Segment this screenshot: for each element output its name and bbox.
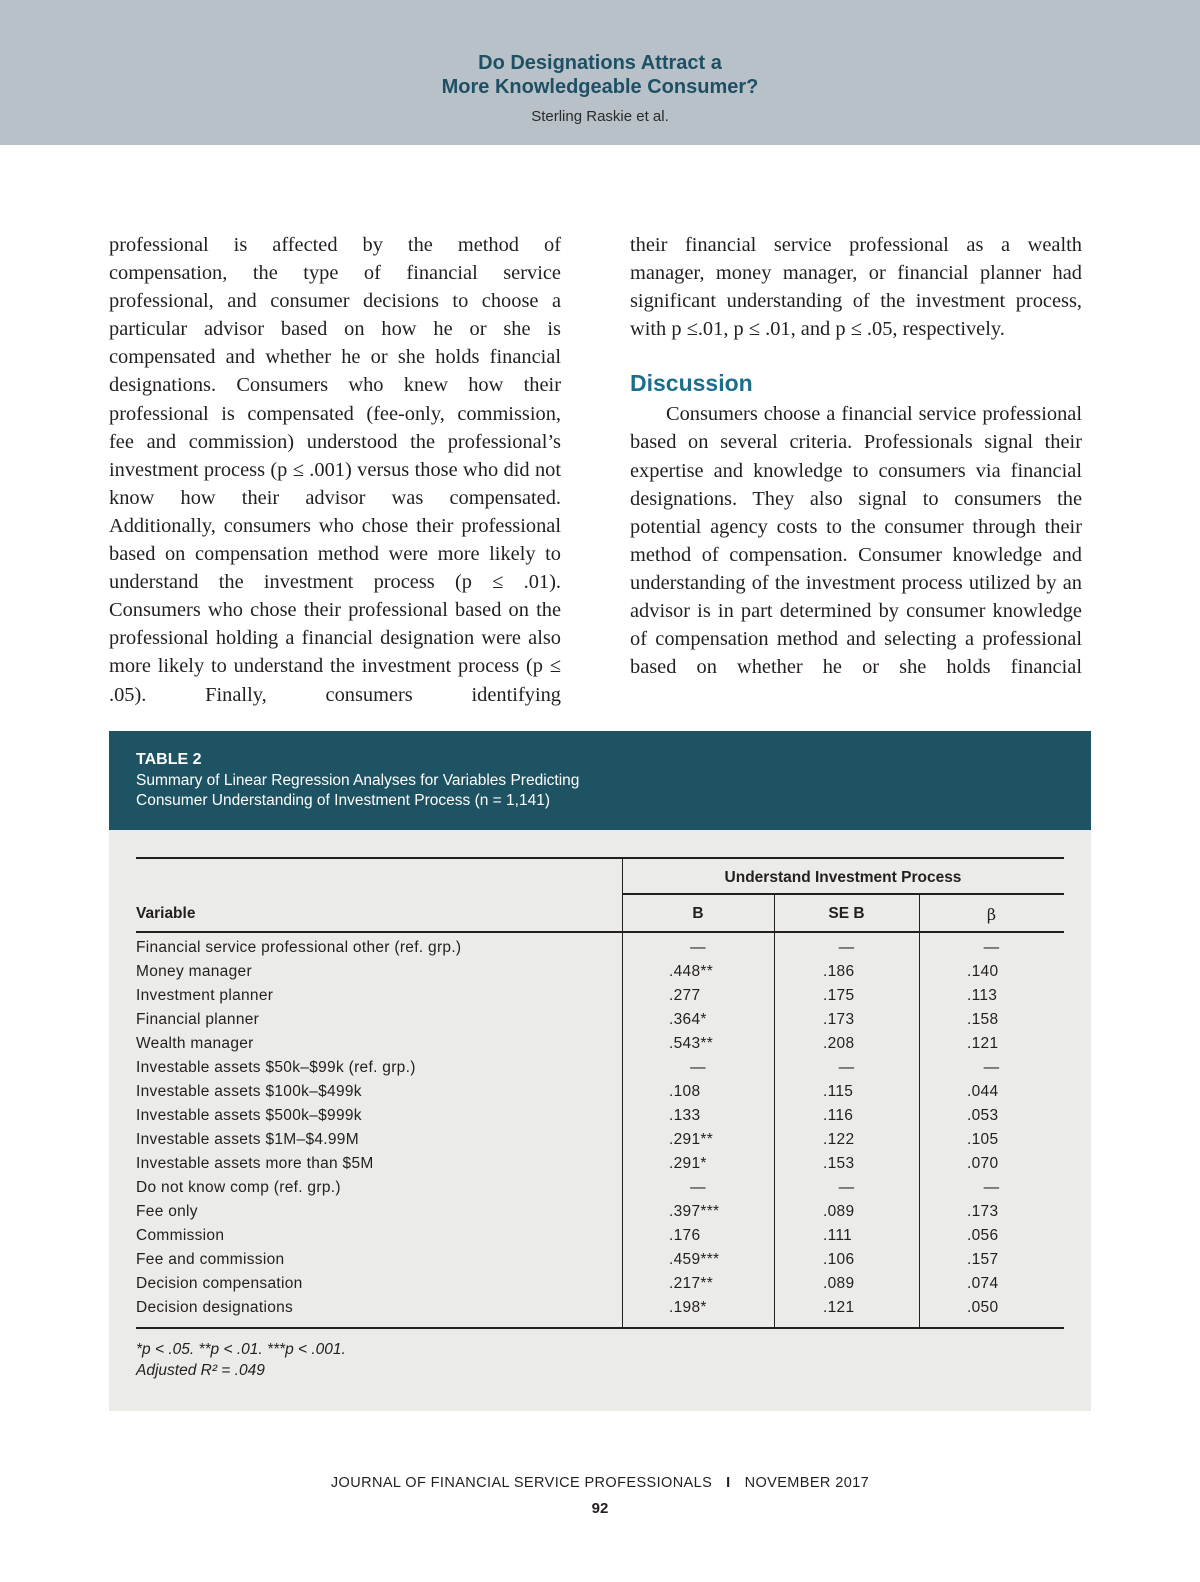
journal-name: JOURNAL OF FINANCIAL SERVICE PROFESSIONALS [330,1475,713,1491]
table-row [136,1227,1064,1251]
body-column-left [109,231,561,709]
cell-variable: Investable assets $500k–$999k [136,1107,362,1124]
cell-variable: Investable assets $1M–$4.99M [136,1131,359,1148]
cell-b: .277 [669,987,701,1004]
table-row [136,1299,1064,1323]
table-footnote [136,1339,346,1381]
section-heading-discussion: Discussion [630,370,753,397]
cell-b: .108 [669,1083,701,1100]
running-header [0,0,1200,145]
cell-se-b: — [838,939,855,956]
cell-b: — [690,1059,706,1076]
cell-variable: Fee only [136,1203,198,1220]
cell-variable: Fee and commission [136,1251,285,1268]
cell-variable: Money manager [136,963,252,980]
cell-se-b: .175 [823,987,855,1004]
cell-beta: .121 [967,1035,999,1052]
cell-beta: .140 [967,963,999,980]
cell-se-b: .089 [823,1275,855,1292]
table-row [136,1131,1064,1155]
adjusted-r2-note: Adjusted R² = .049 [136,1362,265,1379]
column-header-beta: β [986,905,997,924]
cell-b: .291* [669,1155,707,1172]
cell-se-b: .208 [823,1035,855,1052]
group-header-rule [622,893,1064,895]
cell-variable: Wealth manager [136,1035,254,1052]
cell-b: .543** [669,1035,714,1052]
cell-beta: .053 [967,1107,999,1124]
table-caption [136,771,836,811]
cell-beta: — [983,1059,1000,1076]
table-row [136,1155,1064,1179]
cell-se-b: .186 [823,963,855,980]
cell-se-b: .115 [823,1083,854,1100]
significance-note: *p < .05. **p < .01. ***p < .001. [136,1341,346,1358]
cell-variable: Investment planner [136,987,274,1004]
cell-se-b: .111 [823,1227,853,1244]
article-title [0,51,1200,99]
cell-variable: Investable assets more than $5M [136,1155,374,1172]
cell-b: — [690,939,706,956]
cell-beta: .105 [967,1131,999,1148]
body-paragraph: their financial service professional as a wealth manager, money manager, or financial planner had significant understanding of the investment process, with p ≤.01, p ≤ .01, and p ≤ .05, respectively. [630,234,1082,341]
cell-beta: .050 [967,1299,999,1316]
cell-beta: .113 [967,987,998,1004]
table-row [136,1275,1064,1299]
table-bottom-rule [136,1327,1064,1329]
cell-b: .198* [669,1299,707,1316]
cell-beta: .056 [967,1227,999,1244]
cell-se-b: .121 [823,1299,855,1316]
regression-table [109,731,1091,1411]
cell-b: .397*** [669,1203,720,1220]
table-row [136,1083,1064,1107]
cell-variable: Decision compensation [136,1275,303,1292]
cell-beta: .070 [967,1155,999,1172]
column-header-variable: Variable [136,905,196,922]
cell-beta: .044 [967,1083,999,1100]
group-header: Understand Investment Process [724,869,962,886]
footer-separator: I [726,1475,731,1491]
body-paragraph: professional is affected by the method of compensation, the type of financial service professional, and consumer decisions to choose a particular advisor based on how he or she is compensated and whether he or she holds financial designations. Consumers who knew how their professional is compensated (fee-only, commission, fee and commission) understood the professional’s investment process (p ≤ .001) versus those who did not know how their advisor was compensated. Additionally, consumers who chose their professional based on compensation method were more likely to understand the investment process (p ≤ .01). Consumers who chose their professional based on the professional holding a financial designation were also more likely to understand the investment process (p ≤ .05). Finally, consumers identifying [109,234,561,706]
cell-variable: Do not know comp (ref. grp.) [136,1179,341,1196]
cell-variable: Investable assets $50k–$99k (ref. grp.) [136,1059,416,1076]
cell-se-b: .089 [823,1203,855,1220]
table-row [136,1251,1064,1275]
cell-b: .291** [669,1131,714,1148]
article-title-line-2: More Knowledgeable Consumer? [441,76,759,98]
cell-beta: .157 [967,1251,999,1268]
cell-se-b: .153 [823,1155,855,1172]
table-caption-line-2: Consumer Understanding of Investment Process (n = 1,141) [136,792,550,809]
issue-date: NOVEMBER 2017 [744,1475,870,1491]
article-authors: Sterling Raskie et al. [531,108,669,125]
body-column-right [630,231,1082,681]
body-paragraph: Consumers choose a financial service professional based on several criteria. Professionals signal their expertise and knowledge to consumers via financial designations. They also signal to consumers the potential agency costs to the consumer through their method of compensation. Consumer knowledge and understanding of the investment process utilized by an advisor is in part determined by consumer knowledge of compensation method and selecting a professional based on whether he or she holds financial [630,403,1082,679]
column-header-rule [136,931,1064,933]
table-row [136,1179,1064,1203]
cell-b: — [690,1179,706,1196]
cell-se-b: .173 [823,1011,855,1028]
cell-variable: Investable assets $100k–$499k [136,1083,362,1100]
table-caption-line-1: Summary of Linear Regression Analyses for Variables Predicting [136,772,580,789]
table-top-rule [136,857,1064,859]
cell-b: .364* [669,1011,707,1028]
table-row [136,1035,1064,1059]
cell-se-b: — [838,1059,855,1076]
column-header-se-b: SE B [828,905,865,922]
cell-beta: .158 [967,1011,999,1028]
table-row [136,963,1064,987]
page-number: 92 [591,1500,609,1517]
cell-beta: .074 [967,1275,999,1292]
table-label: TABLE 2 [136,751,202,768]
page-footer [0,1475,1200,1491]
cell-variable: Decision designations [136,1299,294,1316]
cell-b: .448** [669,963,714,980]
cell-se-b: .106 [823,1251,855,1268]
cell-beta: — [983,1179,1000,1196]
cell-b: .133 [669,1107,701,1124]
cell-se-b: .122 [823,1131,855,1148]
table-row [136,1059,1064,1083]
table-row [136,987,1064,1011]
table-row [136,939,1064,963]
table-row [136,1011,1064,1035]
cell-b: .176 [669,1227,701,1244]
cell-variable: Commission [136,1227,225,1244]
cell-b: .459*** [669,1251,720,1268]
cell-se-b: — [838,1179,855,1196]
table-row [136,1107,1064,1131]
table-header-bar [109,731,1091,830]
cell-se-b: .116 [823,1107,854,1124]
table-row [136,1203,1064,1227]
cell-beta: .173 [967,1203,999,1220]
article-title-line-1: Do Designations Attract a [478,52,722,74]
cell-variable: Financial planner [136,1011,260,1028]
cell-variable: Financial service professional other (ref. grp.) [136,939,462,956]
cell-b: .217** [669,1275,714,1292]
column-header-b: B [692,905,704,922]
cell-beta: — [983,939,1000,956]
